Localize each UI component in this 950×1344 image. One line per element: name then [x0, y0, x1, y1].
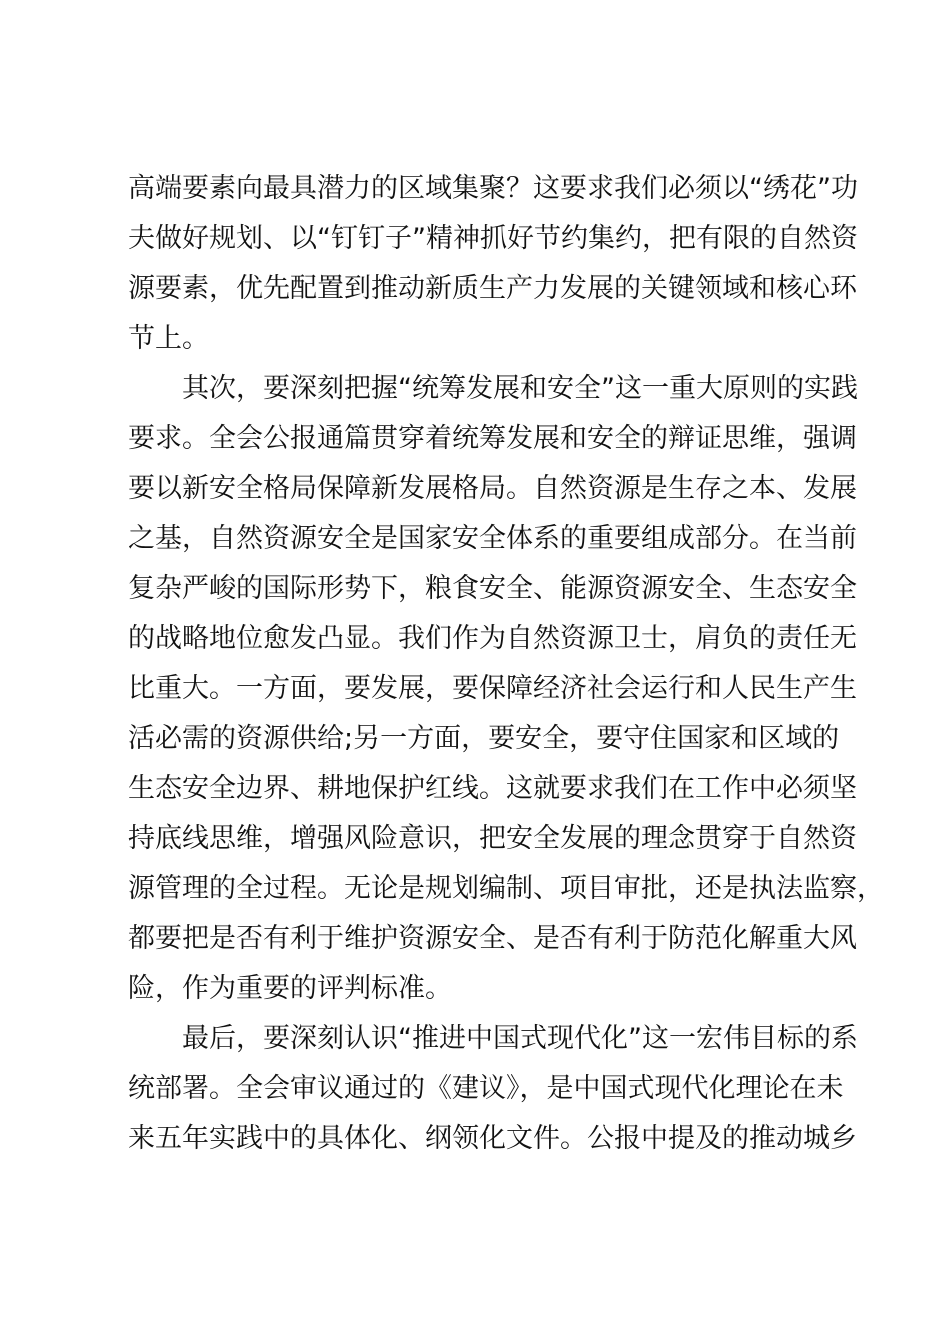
text-line: 节上。	[128, 323, 209, 354]
text-line: 比重大。一方面，要发展，要保障经济社会运行和人民生产生	[128, 673, 857, 704]
text-line: 险，作为重要的评判标准。	[128, 973, 452, 1004]
text-line: 来五年实践中的具体化、纲领化文件。公报中提及的推动城乡	[128, 1123, 857, 1154]
text-line: 生态安全边界、耕地保护红线。这就要求我们在工作中必须坚	[128, 773, 857, 804]
text-line: 之基，自然资源安全是国家安全体系的重要组成部分。在当前	[128, 523, 857, 554]
paragraph-start-line: 其次，要深刻把握“统筹发展和安全”这一重大原则的实践	[182, 373, 858, 404]
text-line: 源管理的全过程。无论是规划编制、项目审批，还是执法监察，	[128, 873, 884, 904]
text-line: 要求。全会公报通篇贯穿着统筹发展和安全的辩证思维，强调	[128, 423, 857, 454]
text-line: 夫做好规划、以“钉钉子”精神抓好节约集约，把有限的自然资	[128, 223, 858, 254]
text-line: 要以新安全格局保障新发展格局。自然资源是生存之本、发展	[128, 473, 857, 504]
text-line: 高端要素向最具潜力的区域集聚？这要求我们必须以“绣花”功	[128, 173, 858, 204]
paragraph-start-line: 最后，要深刻认识“推进中国式现代化”这一宏伟目标的系	[182, 1023, 858, 1054]
text-line: 复杂严峻的国际形势下，粮食安全、能源资源安全、生态安全	[128, 573, 857, 604]
body-text	[128, 164, 884, 1164]
text-line: 统部署。全会审议通过的《建议》，是中国式现代化理论在未	[128, 1073, 844, 1104]
text-line: 都要把是否有利于维护资源安全、是否有利于防范化解重大风	[128, 923, 857, 954]
text-line: 源要素，优先配置到推动新质生产力发展的关键领域和核心环	[128, 273, 857, 304]
text-line: 的战略地位愈发凸显。我们作为自然资源卫士，肩负的责任无	[128, 623, 857, 654]
text-line: 活必需的资源供给;另一方面，要安全，要守住国家和区域的	[128, 723, 840, 754]
text-line: 持底线思维，增强风险意识，把安全发展的理念贯穿于自然资	[128, 823, 857, 854]
